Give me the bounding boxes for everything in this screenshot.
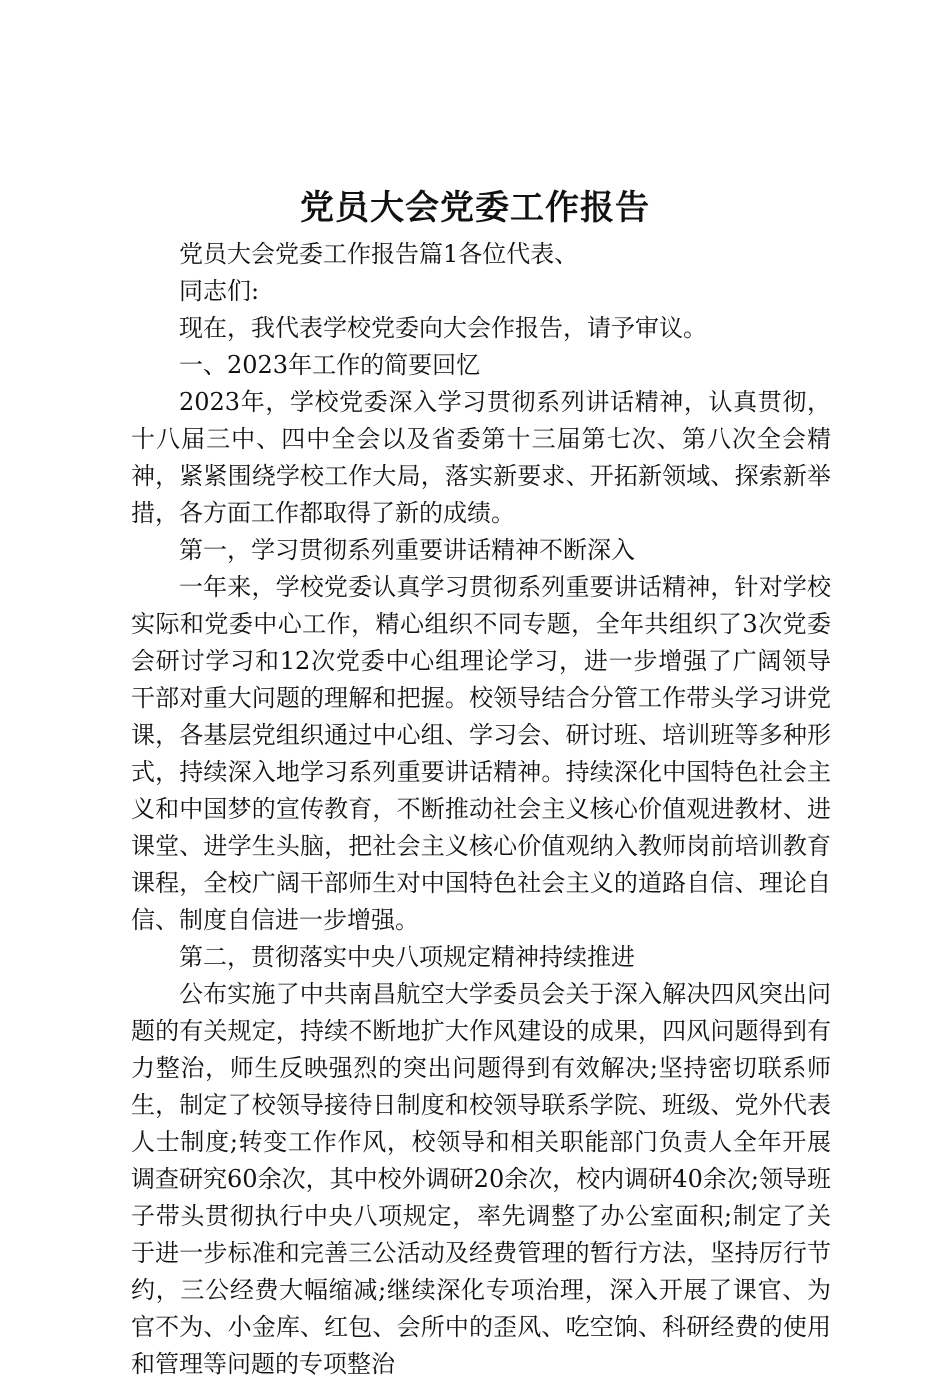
document-body <box>131 236 831 1383</box>
paragraph-study: 一年来，学校党委认真学习贯彻系列重要讲话精神，针对学校实际和党委中心工作，精心组织不同专题，全年共组织了3次党委会研讨学习和12次党委中心组理论学习，进一步增强了广阔领导干部对重大问题的理解和把握。校领导结合分管工作带头学习讲党课，各基层党组织通过中心组、学习会、研讨班、培训班等多种形式，持续深入地学习系列重要讲话精神。持续深化中国特色社会主义和中国梦的宣传教育，不断推动社会主义核心价值观进教材、进课堂、进学生头脑，把社会主义核心价值观纳入教师岗前培训教育课程，全校广阔干部师生对中国特色社会主义的道路自信、理论自信、制度自信进一步增强。 <box>131 573 831 934</box>
paragraph-regulations: 公布实施了中共南昌航空大学委员会关于深入解决四风突出问题的有关规定，持续不断地扩大作风建设的成果，四风问题得到有力整治，师生反映强烈的突出问题得到有效解决;坚持密切联系师生，制定了校领导接待日制度和校领导联系学院、班级、党外代表人士制度;转变工作作风，校领导和相关职能部门负责人全年开展调查研究60余次，其中校外调研20余次，校内调研40余次;领导班子带头贯彻执行中央八项规定，率先调整了办公室面积;制定了关于进一步标准和完善三公活动及经费管理的暂行方法，坚持厉行节约，三公经费大幅缩减;继续深化专项治理，深入开展了课官、为官不为、小金库、红包、会所中的歪风、吃空饷、科研经费的使用和管理等问题的专项整治 <box>131 980 831 1378</box>
document-title: 党员大会党委工作报告 <box>300 188 650 228</box>
paragraph-comrades: 同志们: <box>179 277 260 305</box>
subsection-heading-first: 第一，学习贯彻系列重要讲话精神不断深入 <box>179 536 635 564</box>
paragraph-overview: 2023年，学校党委深入学习贯彻系列讲话精神，认真贯彻，十八届三中、四中全会以及省委第十三届第七次、第八次全会精神，紧紧围绕学校工作大局，落实新要求、开拓新领域、探索新举措，各方面工作都取得了新的成绩。 <box>131 388 831 527</box>
paragraph-intro: 现在，我代表学校党委向大会作报告，请予审议。 <box>179 314 707 342</box>
paragraph-salutation: 党员大会党委工作报告篇1各位代表、 <box>179 240 579 268</box>
subsection-heading-second: 第二，贯彻落实中央八项规定精神持续推进 <box>179 943 635 971</box>
section-heading: 一、2023年工作的简要回忆 <box>179 351 481 379</box>
